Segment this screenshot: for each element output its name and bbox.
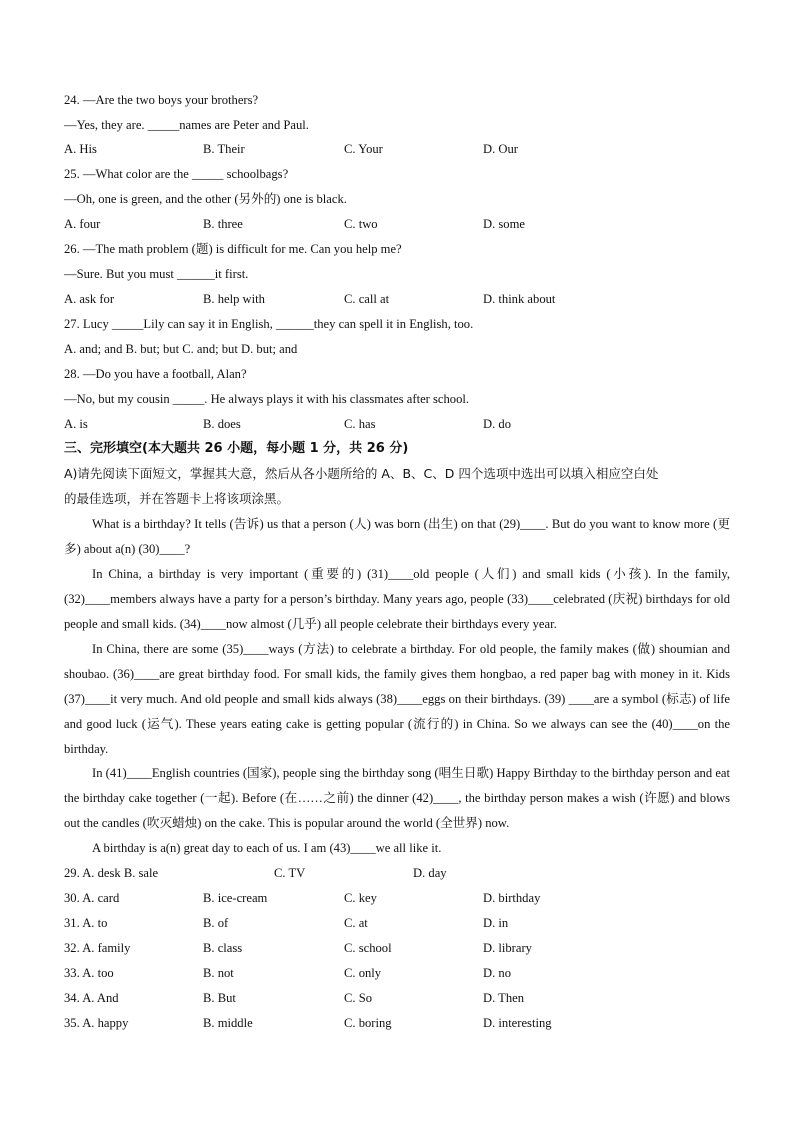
option-d: D. no	[483, 966, 511, 980]
option-a: 31. A. to	[64, 916, 108, 930]
option-a: 35. A. happy	[64, 1016, 129, 1030]
option-b: B. help with	[203, 292, 265, 306]
option-c: C. Your	[344, 142, 383, 156]
option-b: B. middle	[203, 1016, 253, 1030]
option-c: C. boring	[344, 1016, 392, 1030]
passage-paragraph-3: In China, there are some (35)____ways (方法) to celebrate a birthday. For old people, the family makes (做) shoumian and shoubao. (36)____are great birthday food. For small kids, the family gives them hongbao, a red paper bag with money in it. Kids (37)____it very much. And old people and small kids always (38)____eggs on their birthdays. (39) ____are a symbol (标志) of life and good luck (运气). These years eating cake is getting popular (流行的) in China. So we always can see the (40)____on the birthday.	[64, 642, 730, 756]
option-a: 34. A. And	[64, 991, 119, 1005]
option-d: D. Then	[483, 991, 525, 1005]
option-a: A. is	[64, 417, 88, 431]
option-a: A. ask for	[64, 292, 115, 306]
option-c: C. school	[344, 941, 392, 955]
option-c: C. call at	[344, 292, 390, 306]
section-instruction-line-2: 的最佳选项，并在答题卡上将该项涂黑。	[64, 491, 290, 506]
option-d: D. think about	[483, 292, 556, 306]
question-25-stem: 25. —What color are the _____ schoolbags?	[64, 167, 289, 181]
option-d: D. some	[483, 217, 525, 231]
option-c: C. only	[344, 966, 382, 980]
option-a: 32. A. family	[64, 941, 131, 955]
section-instruction-line-1: A)请先阅读下面短文，掌握其大意，然后从各小题所给的 A、B、C、D 四个选项中选出可以填入相应空白处	[64, 466, 659, 481]
option-b: B. But	[203, 991, 236, 1005]
question-25-answer-line: —Oh, one is green, and the other (另外的) one is black.	[64, 192, 347, 206]
passage-paragraph-4: In (41)____English countries (国家), people sing the birthday song (唱生日歌) Happy Birthday to the birthday person and eat the birthday cake together (一起). Before (在……之前) the dinner (42)____, the birthday person makes a wish (许愿) and blows out the candles (吹灭蜡烛) on the cake. This is popular around the world (全世界) now.	[64, 766, 730, 830]
option-d: D. in	[483, 916, 509, 930]
option-b: B. ice-cream	[203, 891, 268, 905]
passage-paragraph-2: In China, a birthday is very important (重要的) (31)____old people (人们) and small kids (小孩). In the family, (32)____members always have a party for a person’s birthday. Many years ago, people (33)____celebrated (庆祝) birthdays for old people and small kids. (34)____now almost (几乎) all people celebrate their birthdays every year.	[64, 567, 730, 631]
option-d: D. birthday	[483, 891, 541, 905]
passage-paragraph-5: A birthday is a(n) great day to each of us. I am (43)____we all like it.	[92, 841, 442, 855]
option-b: B. three	[203, 217, 243, 231]
option-c: C. at	[344, 916, 368, 930]
option-c: C. key	[344, 891, 377, 905]
option-b: B. of	[203, 916, 229, 930]
question-28-answer-line: —No, but my cousin _____. He always plays it with his classmates after school.	[64, 392, 470, 406]
option-d: D. library	[483, 941, 532, 955]
question-27-options: A. and; and B. but; but C. and; but D. but; and	[64, 342, 298, 356]
option-a: 33. A. too	[64, 966, 114, 980]
option-b: B. does	[203, 417, 241, 431]
option-c: C. TV	[274, 866, 306, 880]
passage-paragraph-1: What is a birthday? It tells (告诉) us that a person (人) was born (出生) on that (29)____. But do you want to know more (更多) about a(n) (30)____?	[64, 517, 730, 556]
option-d: D. day	[413, 866, 447, 880]
option-a: 30. A. card	[64, 891, 120, 905]
option-a: A. four	[64, 217, 101, 231]
option-c: C. has	[344, 417, 376, 431]
section-heading: 三、完形填空(本大题共 26 小题，每小题 1 分，共 26 分)	[64, 441, 409, 456]
option-a-b: 29. A. desk B. sale	[64, 866, 159, 880]
question-24-stem: 24. —Are the two boys your brothers?	[64, 93, 259, 107]
option-c: C. two	[344, 217, 378, 231]
question-24-answer-line: —Yes, they are. _____names are Peter and Paul.	[64, 118, 309, 132]
question-28-stem: 28. —Do you have a football, Alan?	[64, 367, 247, 381]
question-26-stem: 26. —The math problem (题) is difficult for me. Can you help me?	[64, 242, 402, 256]
option-d: D. interesting	[483, 1016, 552, 1030]
question-26-answer-line: —Sure. But you must ______it first.	[64, 267, 249, 281]
option-b: B. not	[203, 966, 234, 980]
option-b: B. class	[203, 941, 243, 955]
option-a: A. His	[64, 142, 97, 156]
option-b: B. Their	[203, 142, 245, 156]
option-d: D. Our	[483, 142, 518, 156]
question-27-stem: 27. Lucy _____Lily can say it in English, ______they can spell it in English, too.	[64, 317, 474, 331]
option-d: D. do	[483, 417, 511, 431]
option-c: C. So	[344, 991, 372, 1005]
